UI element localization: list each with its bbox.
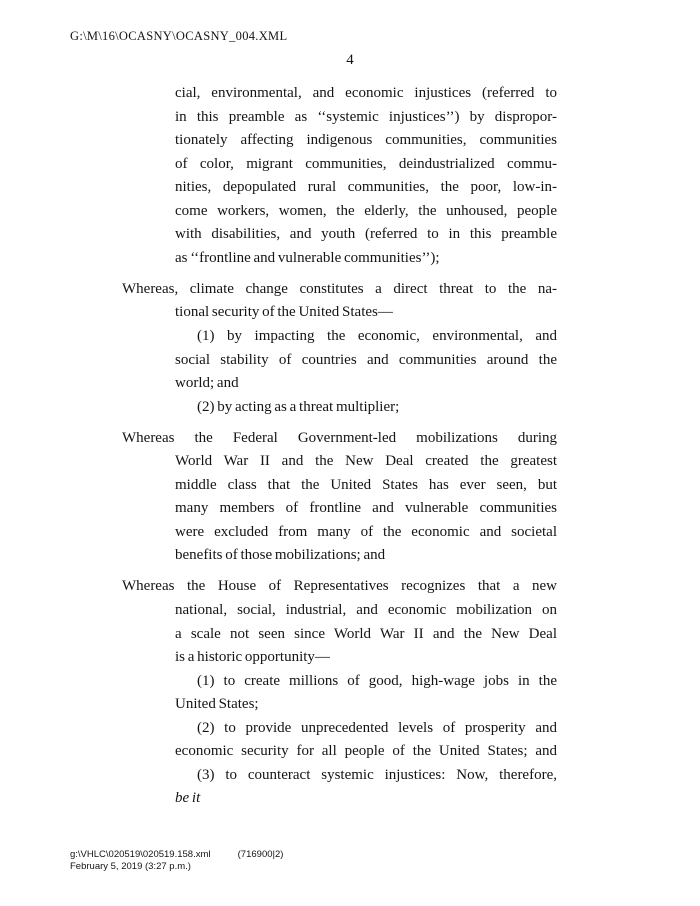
text-line: World War II and the New Deal created the greatest [175, 453, 557, 470]
preamble-clause-climate-threat [122, 278, 557, 419]
text-line: (1) to create millions of good, high-wage jobs in the [197, 672, 557, 689]
text-line: cial, environmental, and economic injustices (referred to [175, 85, 557, 101]
body-text [122, 82, 557, 811]
footer [70, 849, 283, 873]
text-line: Whereas the Federal Government-led mobilizations during [122, 429, 557, 446]
text-line: many members of frontline and vulnerable communities [175, 500, 557, 517]
text-line: world; and [175, 375, 239, 392]
text-line: is a historic opportunity— [175, 649, 330, 666]
text-line: tional security of the United States— [175, 304, 393, 321]
text-line: come workers, women, the elderly, the unhoused, people [175, 202, 557, 219]
text-line: (2) by acting as a threat multiplier; [197, 398, 400, 415]
text-line: as ‘‘frontline and vulnerable communities’’); [175, 249, 440, 266]
preamble-clause-federal-mobilizations [122, 427, 557, 568]
text-line: Whereas the House of Representatives recognizes that a new [122, 578, 557, 595]
footer-row-1 [70, 849, 283, 861]
text-line: tionately affecting indigenous communities, communities [175, 132, 557, 149]
text-line: (1) by impacting the economic, environmental, and [197, 327, 557, 344]
text-line: United States; [175, 696, 259, 713]
page-number: 4 [346, 52, 354, 68]
text-line: were excluded from many of the economic and societal [175, 523, 557, 540]
text-line: in this preamble as ‘‘systemic injustices’’) by dispropor- [175, 108, 557, 125]
text-line: middle class that the United States has ever seen, but [175, 476, 557, 493]
text-line: a scale not seen since World War II and the New Deal [175, 625, 557, 642]
text-line: (3) to counteract systemic injustices: Now, therefore, [197, 766, 557, 783]
text-line: Whereas, climate change constitutes a direct threat to the na- [122, 280, 557, 297]
text-line: benefits of those mobilizations; and [175, 547, 386, 564]
preamble-clause-continuation [122, 82, 557, 270]
text-line: of color, migrant communities, deindustrialized commu- [175, 155, 557, 172]
footer-date-line: February 5, 2019 (3:27 p.m.) [70, 861, 191, 872]
text-line: (2) to provide unprecedented levels of prosperity and [197, 719, 557, 736]
text-line: nities, depopulated rural communities, the poor, low-in- [175, 179, 557, 196]
footer-stamp: (716900|2) [237, 849, 284, 860]
preamble-clause-historic-opportunity [122, 575, 557, 810]
footer-file-path: g:\VHLC\020519\020519.158.xml [70, 849, 211, 860]
text-line: be it [175, 790, 201, 807]
text-line: with disabilities, and youth (referred to in this preamble [175, 226, 557, 243]
header-file-path: G:\M\16\OCASNY\OCASNY_004.XML [70, 29, 288, 43]
text-line: national, social, industrial, and economic mobilization on [175, 601, 557, 618]
text-line: social stability of countries and communities around the [175, 351, 557, 368]
text-line: economic security for all people of the United States; and [175, 743, 557, 760]
